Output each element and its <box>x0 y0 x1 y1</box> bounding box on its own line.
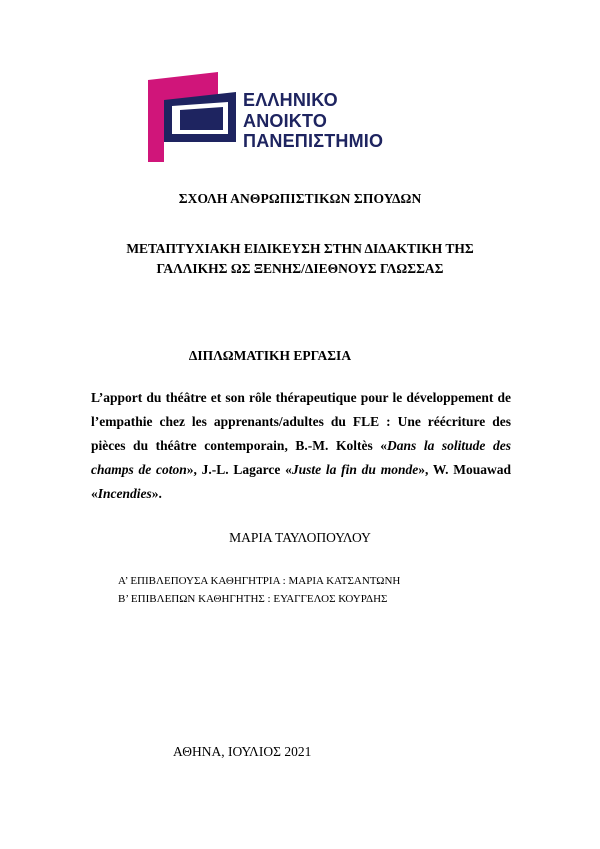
title-play-2: Juste la fin du monde <box>291 462 419 477</box>
title-text: L’apport du théâtre et son rôle thérapeutique pour le développement de l’empathie chez les apprenants/adultes du FLE : Une réécriture des pièces du théâtre contemporain, B.-M. Koltès « <box>91 390 511 453</box>
logo-text <box>243 90 383 152</box>
supervisor-second: Β’ ΕΠΙΒΛΕΠΩΝ ΚΑΘΗΓΗΤΗΣ : ΕΥΑΓΓΕΛΟΣ ΚΟΥΡΔΗΣ <box>118 593 388 605</box>
program-line-2: ΓΑΛΛΙΚΗΣ ΩΣ ΞΕΝΗΣ/ΔΙΕΘΝΟΥΣ ΓΛΩΣΣΑΣ <box>156 261 444 276</box>
title-play-1: Dans la solitude des champs de coton <box>91 438 511 477</box>
title-text: ». <box>151 486 162 501</box>
supervisors <box>118 572 400 608</box>
program-name <box>0 239 600 279</box>
place-date: ΑΘΗΝΑ, ΙΟΥΛΙΟΣ 2021 <box>173 744 312 759</box>
title-text: », J.-L. Lagarce « <box>186 462 292 477</box>
logo-emblem-icon <box>148 72 243 162</box>
logo-line: ΑΝΟΙΚΤΟ <box>243 110 328 131</box>
logo-line: ΠΑΝΕΠΙΣΤΗΜΙΟ <box>243 131 384 151</box>
logo-line: ΕΛΛΗΝΙΚΟ <box>243 90 338 110</box>
title-play-3: Incendies <box>97 486 152 501</box>
supervisor-first: Α’ ΕΠΙΒΛΕΠΟΥΣΑ ΚΑΘΗΓΗΤΡΙΑ : ΜΑΡΙΑ ΚΑΤΣΑΝΤΩΝΗ <box>118 575 401 587</box>
school-name: ΣΧΟΛΗ ΑΝΘΡΩΠΙΣΤΙΚΩΝ ΣΠΟΥΔΩΝ <box>178 191 422 206</box>
author-name: ΜΑΡΙΑ ΤΑΥΛΟΠΟΥΛΟΥ <box>229 530 371 545</box>
title-text: », W. Mouawad « <box>91 462 511 501</box>
program-line-1: ΜΕΤΑΠΤΥΧΙΑΚΗ ΕΙΔΙΚΕΥΣΗ ΣΤΗΝ ΔΙΔΑΚΤΙΚΗ ΤΗΣ <box>126 241 474 256</box>
thesis-title <box>91 386 511 506</box>
thesis-type: ΔΙΠΛΩΜΑΤΙΚΗ ΕΡΓΑΣΙΑ <box>188 348 352 363</box>
